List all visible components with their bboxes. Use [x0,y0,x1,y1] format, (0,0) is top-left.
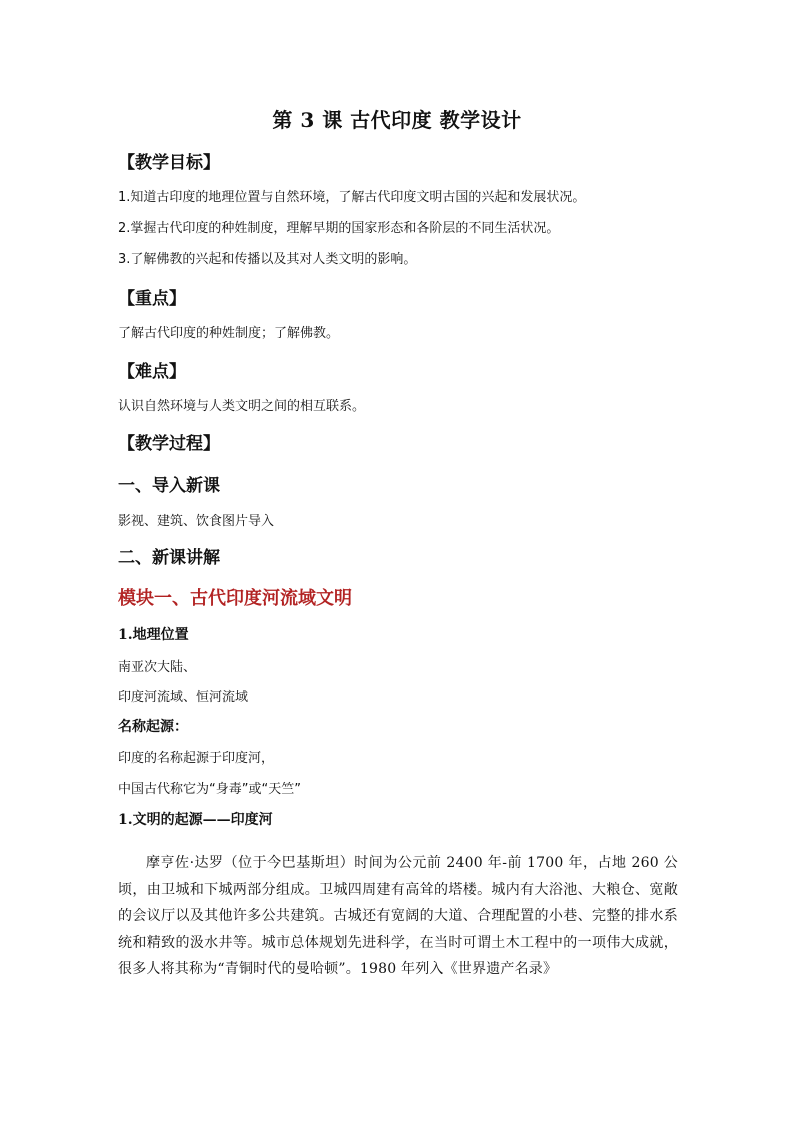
name-origin-heading: 名称起源： [118,719,188,735]
geography-heading: 1.地理位置 [118,627,189,643]
name-origin-line-1: 印度的名称起源于印度河， [118,751,275,766]
section-1-text: 影视、建筑、饮食图片导入 [118,514,275,529]
objective-item-1: 1.知道古印度的地理位置与自然环境，了解古代印度文明古国的兴起和发展状况。 [118,190,586,205]
section-2-heading: 二、新课讲解 [118,548,220,568]
civilization-origin-heading: 1.文明的起源——印度河 [118,812,273,828]
document-title: 第 3 课 古代印度 教学设计 [272,108,522,132]
process-heading: 【教学过程】 [118,434,220,454]
difficulty-text: 认识自然环境与人类文明之间的相互联系。 [118,399,366,414]
key-points-text: 了解古代印度的种姓制度；了解佛教。 [118,326,340,341]
section-1-heading: 一、导入新课 [118,476,220,496]
name-origin-line-2: 中国古代称它为“身毒”或“天竺” [118,782,301,797]
module-1-heading: 模块一、古代印度河流域文明 [118,588,352,609]
difficulty-heading: 【难点】 [118,362,186,382]
key-points-heading: 【重点】 [118,289,186,309]
mohenjo-daro-paragraph: 摩亨佐·达罗（位于今巴基斯坦）时间为公元前 2400 年-前 1700 年，占地 260 公顷，由卫城和下城两部分组成。卫城四周建有高耸的塔楼。城内有大浴池、大粮仓、宽敞的会议厅以及其他许多公共建筑。古城还有宽阔的大道、合理配置的小巷、完整的排水系统和精致的汲水井等。城市总体规划先进科学，在当时可谓土木工程中的一项伟大成就，很多人将其称为“青铜时代的曼哈顿”。1980 年列入《世界遗产名录》 [118,855,678,977]
geography-line-1: 南亚次大陆、 [118,660,197,675]
objectives-heading: 【教学目标】 [118,153,220,173]
objective-item-2: 2.掌握古代印度的种姓制度，理解早期的国家形态和各阶层的不同生活状况。 [118,221,560,236]
geography-line-2: 印度河流域、恒河流域 [118,690,249,705]
objective-item-3: 3.了解佛教的兴起和传播以及其对人类文明的影响。 [118,252,417,267]
